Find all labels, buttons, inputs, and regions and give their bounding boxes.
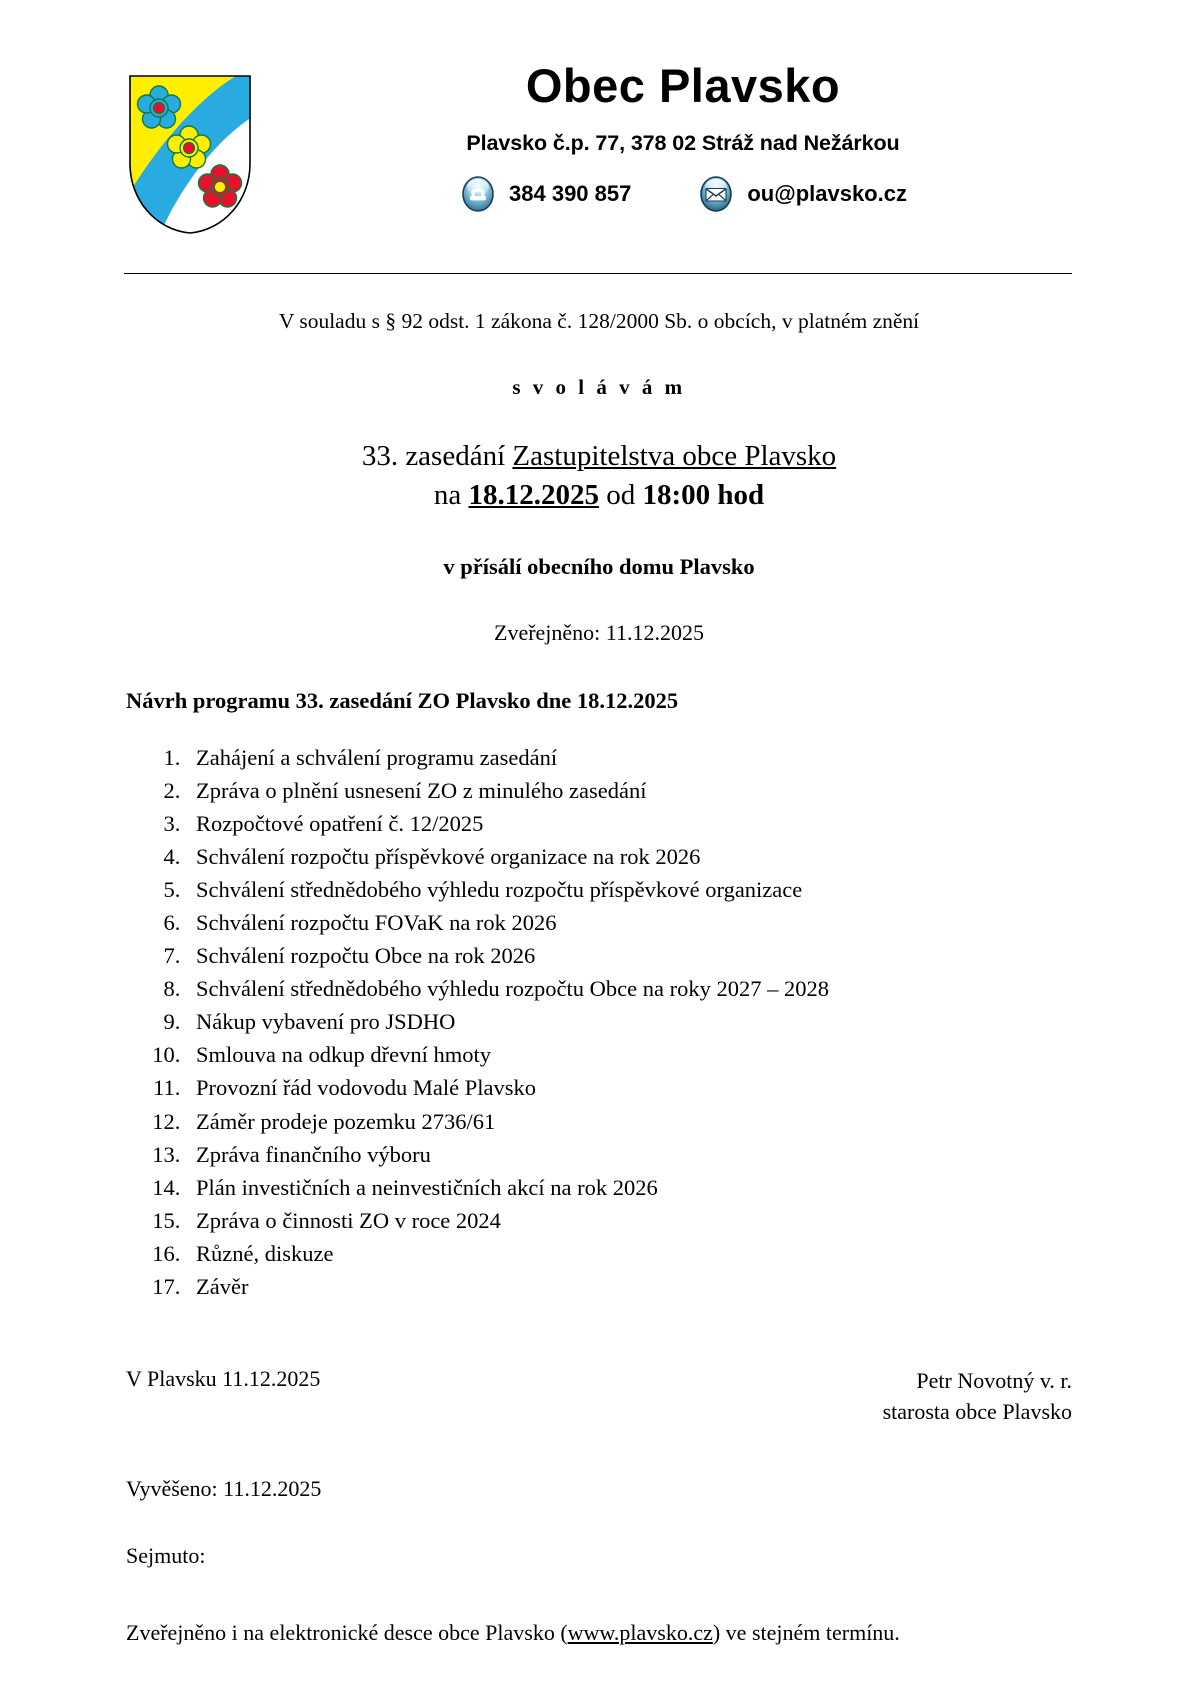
agenda-item: 3. Rozpočtové opatření č. 12/2025 [186, 807, 1072, 840]
meeting-time: 18:00 hod [642, 478, 765, 511]
agenda-item: 12. Záměr prodeje pozemku 2736/61 [186, 1105, 1072, 1138]
phone-icon [459, 174, 497, 214]
agenda-list [126, 741, 1072, 1303]
website-link[interactable]: www.plavsko.cz [567, 1619, 713, 1645]
agenda-item: 13. Zpráva finančního výboru [186, 1138, 1072, 1171]
eboard-note-prefix: Zveřejněno i na elektronické desce obce Plavsko ( [126, 1619, 568, 1645]
agenda-item: 15. Zpráva o činnosti ZO v roce 2024 [186, 1204, 1072, 1237]
agenda-item: 6. Schválení rozpočtu FOVaK na rok 2026 [186, 906, 1072, 939]
posted-date: Vyvěšeno: 11.12.2025 [126, 1476, 322, 1502]
meeting-title [126, 437, 1072, 514]
agenda-item: 17. Závěr [186, 1270, 1072, 1303]
meeting-title-line-2 [126, 476, 1072, 514]
place-and-date: V Plavsku 11.12.2025 [126, 1365, 321, 1391]
letterhead [0, 0, 1190, 237]
agenda-item: 1. Zahájení a schválení programu zasedání [186, 741, 1072, 774]
envelope-icon [697, 174, 735, 214]
agenda-item: 11. Provozní řád vodovodu Malé Plavsko [186, 1071, 1072, 1104]
meeting-time-prefix: od [598, 478, 643, 511]
meeting-title-line-1 [126, 437, 1072, 475]
program-heading: Návrh programu 33. zasedání ZO Plavsko dne 18.12.2025 [126, 687, 679, 713]
coat-of-arms-icon [126, 72, 254, 237]
legal-reference-line: V souladu s § 92 odst. 1 zákona č. 128/2000 Sb. o obcích, v platném znění [278, 309, 920, 333]
phone-number: 384 390 857 [509, 180, 632, 206]
meeting-date-prefix: na [433, 478, 469, 511]
electronic-board-note [126, 1619, 1072, 1648]
contact-row [296, 174, 1070, 214]
letterhead-text [254, 52, 1070, 214]
agenda-item: 10. Smlouva na odkup dřevní hmoty [186, 1038, 1072, 1071]
document-body [0, 308, 1190, 1647]
meeting-venue: v přísálí obecního domu Plavsko [443, 553, 755, 579]
organization-address: Plavsko č.p. 77, 378 02 Stráž nad Nežárkou [466, 130, 900, 155]
agenda-item: 14. Plán investičních a neinvestičních akcí na rok 2026 [186, 1171, 1072, 1204]
eboard-note-suffix: ) ve stejném termínu. [712, 1619, 900, 1645]
contact-email [697, 174, 907, 214]
signature-block [883, 1365, 1072, 1427]
meeting-ordinal: 33. zasedání [361, 440, 513, 473]
removed-date: Sejmuto: [126, 1542, 206, 1568]
agenda-item: 2. Zpráva o plnění usnesení ZO z minulého zasedání [186, 774, 1072, 807]
agenda-item: 4. Schválení rozpočtu příspěvkové organizace na rok 2026 [186, 840, 1072, 873]
meeting-date: 18.12.2025 [468, 478, 599, 511]
agenda-item: 9. Nákup vybavení pro JSDHO [186, 1005, 1072, 1038]
organization-name: Obec Plavsko [525, 59, 841, 112]
header-divider [124, 273, 1072, 274]
agenda-item: 16. Různé, diskuze [186, 1237, 1072, 1270]
signature-row [126, 1365, 1072, 1427]
published-date: Zveřejněno: 11.12.2025 [494, 620, 704, 646]
email-address: ou@plavsko.cz [747, 180, 907, 206]
meeting-body-name: Zastupitelstva obce Plavsko [512, 440, 837, 473]
convene-word: s v o l á v á m [512, 374, 686, 399]
contact-phone [459, 174, 631, 214]
agenda-item: 8. Schválení střednědobého výhledu rozpočtu Obce na roky 2027 – 2028 [186, 972, 1072, 1005]
agenda-item: 5. Schválení střednědobého výhledu rozpočtu příspěvkové organizace [186, 873, 1072, 906]
agenda-item: 7. Schválení rozpočtu Obce na rok 2026 [186, 939, 1072, 972]
signatory-role: starosta obce Plavsko [882, 1399, 1072, 1425]
signatory-name: Petr Novotný v. r. [916, 1367, 1072, 1393]
